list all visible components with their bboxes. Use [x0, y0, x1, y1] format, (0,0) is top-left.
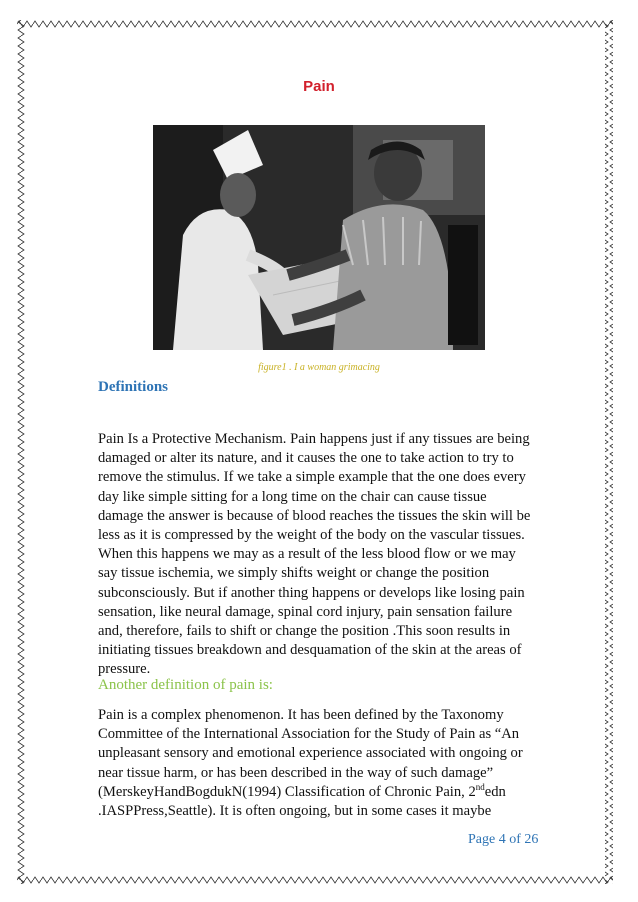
text-line: say tissue ischemia, we simply shifts weight or change the position — [98, 565, 490, 582]
text-line: pressure. — [98, 661, 151, 678]
text-line: When this happens we may as a result of the less blood flow or we may — [98, 546, 516, 563]
figure-photo — [153, 125, 485, 350]
figure-caption: figure1 . I a woman grimacing — [258, 362, 380, 373]
text-line: damaged or alter its nature, and it causes the one to take action to try to — [98, 450, 514, 467]
text-line: sensation, like neural damage, spinal cord injury, pain sensation failure — [98, 603, 513, 620]
text-line: day like simple sitting for a long time on the chair can cause tissue — [98, 488, 487, 505]
citation-line — [98, 783, 553, 802]
photo-illustration — [153, 125, 485, 350]
text-line: damage the answer is because of blood reaches the tissues the skin will be — [98, 507, 531, 524]
text-line: and, therefore, fails to shift or change the position .This soon results in — [98, 623, 511, 640]
paragraph-protective-mechanism — [98, 430, 553, 680]
text-line: Pain Is a Protective Mechanism. Pain happens just if any tissues are being — [98, 431, 530, 447]
text-line: .IASPPress,Seattle). It is often ongoing, but in some cases it maybe — [98, 803, 492, 820]
citation-text-tail: edn — [484, 783, 506, 800]
text-line: less as it is compressed by the weight of the body on the vascular tissues. — [98, 527, 525, 544]
page-title: Pain — [303, 78, 335, 95]
paragraph-complex-phenomenon — [98, 706, 553, 821]
citation-text: (MerskeyHandBogdukN(1994) Classification of Chronic Pain, 2 — [98, 783, 476, 800]
text-line: near tissue harm, or has been described in the way of such damage” — [98, 764, 494, 781]
text-line: subconsciously. But if another thing happens or develops like losing pain — [98, 584, 525, 601]
page-number: Page 4 of 26 — [468, 832, 539, 847]
text-line: unpleasant sensory and emotional experience associated with ongoing or — [98, 745, 523, 762]
text-line: Committee of the International Association for the Study of Pain as “An — [98, 726, 520, 743]
text-line: initiating tissues breakdown and desquamation of the skin at the areas of — [98, 642, 522, 659]
text-line: Pain is a complex phenomenon. It has been defined by the Taxonomy — [98, 707, 504, 723]
section-heading-another-definition: Another definition of pain is: — [98, 677, 273, 693]
section-heading-definitions: Definitions — [98, 379, 169, 395]
text-line: remove the stimulus. If we take a simple example that the one does every — [98, 469, 526, 486]
citation-superscript: nd — [475, 781, 485, 792]
